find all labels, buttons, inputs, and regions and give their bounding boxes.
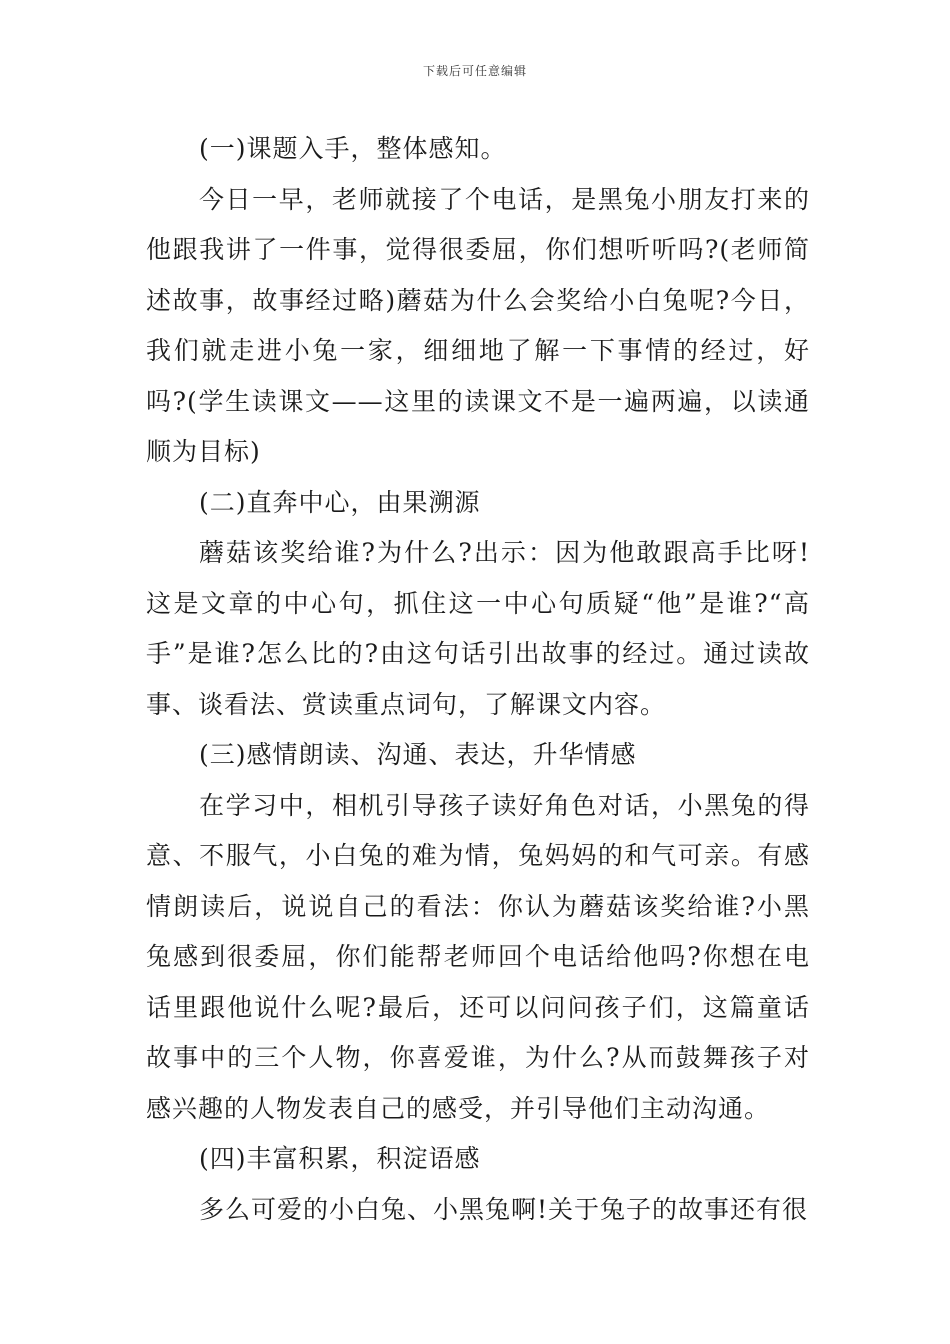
paragraph-1: 今日一早，老师就接了个电话，是黑兔小朋友打来的他跟我讲了一件事，觉得很委屈，你们想听听吗?(老师简述故事，故事经过略)蘑菇为什么会奖给小白兔呢?今日，我们就走进小兔一家，细细地了解一下事情的经过，好吗?(学生读课文——这里的读课文不是一遍两遍，以读通顺为目标) [146, 184, 810, 466]
document-body [146, 124, 810, 1235]
section-heading-3: (三)感情朗读、沟通、表达，升华情感 [199, 740, 637, 769]
paragraph-4: 多么可爱的小白兔、小黑兔啊!关于兔子的故事还有很 [199, 1194, 809, 1224]
page-header: 下载后可任意编辑 [422, 64, 527, 78]
paragraph-3: 在学习中，相机引导孩子读好角色对话，小黑兔的得意、不服气，小白兔的难为情，兔妈妈的和气可亲。有感情朗读后，说说自己的看法：你认为蘑菇该奖给谁?小黑兔感到很委屈，你们能帮老师回个电话给他吗?你想在电话里跟他说什么呢?最后，还可以问问孩子们，这篇童话故事中的三个人物，你喜爱谁，为什么?从而鼓舞孩子对感兴趣的人物发表自己的感受，并引导他们主动沟通。 [146, 790, 810, 1123]
section-heading-2: (二)直奔中心，由果溯源 [199, 487, 481, 517]
section-heading-1: (一)课题入手，整体感知。 [199, 134, 507, 163]
section-heading-4: (四)丰富积累，积淀语感 [199, 1144, 481, 1173]
paragraph-2: 蘑菇该奖给谁?为什么?出示：因为他敢跟高手比呀!这是文章的中心句，抓住这一中心句质疑“他”是谁?“高手”是谁?怎么比的?由这句话引出故事的经过。通过读故事、谈看法、赏读重点词句，了解课文内容。 [146, 538, 810, 719]
